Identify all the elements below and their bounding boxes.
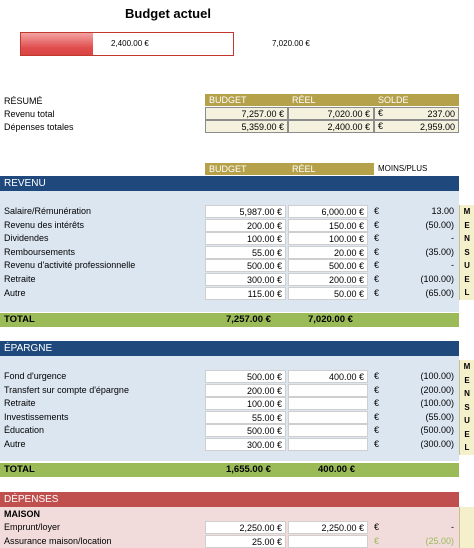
- summary-header-solde: SOLDE: [374, 94, 459, 106]
- diff-value: (25.00): [425, 536, 454, 546]
- summary-euro: €: [378, 108, 384, 118]
- budget-input-cell[interactable]: 500.00 €: [205, 259, 286, 272]
- diff-value: (50.00): [425, 219, 454, 230]
- summary-reel-cell[interactable]: 2,400.00 €: [288, 120, 374, 133]
- budget-input-cell[interactable]: 200.00 €: [205, 384, 286, 397]
- side-letter: L: [464, 288, 470, 297]
- reel-input-cell[interactable]: 20.00 €: [288, 246, 368, 259]
- diff-value: (35.00): [425, 246, 454, 257]
- reel-input-cell[interactable]: 400.00 €: [288, 370, 368, 383]
- diff-value: -: [451, 233, 454, 244]
- diff-value: -: [451, 522, 454, 532]
- row-label: Dividendes: [4, 233, 49, 244]
- diff-value: -: [451, 260, 454, 271]
- revenu-total-row: [0, 313, 459, 327]
- summary-header: [205, 94, 459, 106]
- budget-input-cell[interactable]: 55.00 €: [205, 246, 286, 259]
- row-label: Éducation: [4, 425, 45, 436]
- col-header-budget: BUDGET: [205, 163, 288, 175]
- total-label: TOTAL: [4, 314, 35, 325]
- row-label: Retraite: [4, 398, 36, 409]
- section-epargne-header: ÉPARGNE: [0, 341, 459, 356]
- diff-value: (100.00): [420, 274, 454, 284]
- side-letter: E: [464, 274, 470, 284]
- euro-sign: €: [374, 439, 380, 449]
- epargne-total-budget: 1,655.00 €: [226, 464, 271, 475]
- side-letter: E: [464, 220, 470, 230]
- reel-input-cell[interactable]: 6,000.00 €: [288, 205, 368, 218]
- euro-sign: €: [374, 522, 380, 532]
- euro-sign: €: [374, 384, 380, 395]
- reel-input-cell[interactable]: [288, 535, 368, 548]
- euro-sign: €: [374, 219, 380, 230]
- progress-max: 7,020.00 €: [272, 39, 310, 48]
- reel-input-cell[interactable]: 2,250.00 €: [288, 521, 368, 534]
- revenu-total-budget: 7,257.00 €: [226, 314, 271, 325]
- side-letter: S: [464, 247, 470, 257]
- reel-input-cell[interactable]: 200.00 €: [288, 273, 368, 286]
- depenses-subtitle: MAISON: [4, 509, 40, 519]
- row-label: Transfert sur compte d'épargne: [4, 384, 129, 395]
- row-label: Assurance maison/location: [4, 536, 112, 546]
- reel-input-cell[interactable]: [288, 397, 368, 410]
- euro-sign: €: [374, 246, 380, 257]
- summary-reel-cell[interactable]: 7,020.00 €: [288, 107, 374, 120]
- euro-sign: €: [374, 260, 380, 271]
- budget-input-cell[interactable]: 115.00 €: [205, 287, 286, 300]
- reel-input-cell[interactable]: 100.00 €: [288, 232, 368, 245]
- euro-sign: €: [374, 371, 380, 381]
- section-depenses-header: DÉPENSES: [0, 492, 459, 507]
- total-label: TOTAL: [4, 464, 35, 475]
- budget-progress-fill: [21, 33, 93, 55]
- side-letter: U: [464, 261, 470, 270]
- epargne-total-reel: 400.00 €: [318, 464, 355, 475]
- row-label: Salaire/Rémunération: [4, 206, 92, 216]
- row-label: Investissements: [4, 411, 69, 422]
- side-letter: N: [464, 234, 470, 243]
- summary-row-label: Revenu total: [4, 109, 55, 119]
- budget-input-cell[interactable]: 200.00 €: [205, 219, 286, 232]
- summary-label: RÉSUMÉ: [4, 96, 43, 106]
- row-label: Remboursements: [4, 246, 76, 257]
- summary-row-label: Dépenses totales: [4, 122, 74, 132]
- reel-input-cell[interactable]: [288, 411, 368, 424]
- reel-input-cell[interactable]: [288, 384, 368, 397]
- side-letter: U: [464, 416, 470, 425]
- col-header-reel: RÉEL: [288, 163, 374, 175]
- budget-input-cell[interactable]: 300.00 €: [205, 438, 286, 451]
- side-letter: N: [464, 389, 470, 398]
- summary-header-reel: RÉEL: [288, 94, 374, 106]
- euro-sign: €: [374, 411, 380, 422]
- budget-input-cell[interactable]: 5,987.00 €: [205, 205, 286, 218]
- side-letter: S: [464, 402, 470, 412]
- budget-input-cell[interactable]: 500.00 €: [205, 424, 286, 437]
- euro-sign: €: [374, 287, 380, 298]
- euro-sign: €: [374, 233, 380, 244]
- reel-input-cell[interactable]: 50.00 €: [288, 287, 368, 300]
- summary-solde-cell[interactable]: 237.00: [374, 107, 459, 120]
- budget-input-cell[interactable]: 500.00 €: [205, 370, 286, 383]
- summary-budget-cell[interactable]: 5,359.00 €: [205, 120, 288, 133]
- euro-sign: €: [374, 425, 380, 436]
- progress-current: 2,400.00 €: [111, 39, 149, 48]
- euro-sign: €: [374, 398, 380, 409]
- row-label: Fond d'urgence: [4, 371, 67, 381]
- side-letter: E: [464, 429, 470, 439]
- section-revenu-header: REVENU: [0, 176, 459, 191]
- diff-value: (500.00): [420, 425, 454, 436]
- budget-input-cell[interactable]: 55.00 €: [205, 411, 286, 424]
- side-label-mensuel: [459, 507, 474, 548]
- summary-euro: €: [378, 121, 384, 131]
- side-letter: M: [463, 362, 471, 371]
- reel-input-cell[interactable]: 500.00 €: [288, 259, 368, 272]
- diff-value: (200.00): [420, 384, 454, 395]
- side-label-mensuel: [459, 360, 474, 455]
- budget-input-cell[interactable]: 100.00 €: [205, 397, 286, 410]
- revenu-total-reel: 7,020.00 €: [308, 314, 353, 325]
- diff-value: (100.00): [420, 371, 454, 381]
- budget-progress-bar: [20, 32, 234, 56]
- epargne-total-row: [0, 463, 459, 477]
- budget-input-cell[interactable]: 300.00 €: [205, 273, 286, 286]
- summary-solde-cell[interactable]: 2,959.00: [374, 120, 459, 133]
- reel-input-cell[interactable]: [288, 424, 368, 437]
- row-label: Autre: [4, 439, 26, 449]
- euro-sign: €: [374, 206, 380, 216]
- budget-input-cell[interactable]: 100.00 €: [205, 232, 286, 245]
- side-letter: L: [464, 443, 470, 452]
- diff-value: (300.00): [420, 439, 454, 449]
- reel-input-cell[interactable]: 150.00 €: [288, 219, 368, 232]
- row-label: Emprunt/loyer: [4, 522, 61, 532]
- diff-value: (55.00): [425, 411, 454, 422]
- euro-sign: €: [374, 274, 380, 284]
- diff-value: (100.00): [420, 398, 454, 409]
- summary-budget-cell[interactable]: 7,257.00 €: [205, 107, 288, 120]
- budget-input-cell[interactable]: 25.00 €: [205, 535, 286, 548]
- euro-sign: €: [374, 536, 380, 546]
- row-label: Retraite: [4, 274, 36, 284]
- diff-value: 13.00: [431, 206, 454, 216]
- side-label-mensuel: [459, 205, 474, 300]
- budget-input-cell[interactable]: 2,250.00 €: [205, 521, 286, 534]
- side-letter: M: [463, 207, 471, 216]
- col-header-diff: MOINS/PLUS: [378, 164, 428, 173]
- summary-header-budget: BUDGET: [205, 94, 288, 106]
- row-label: Autre: [4, 287, 26, 298]
- row-label: Revenu des intérêts: [4, 219, 85, 230]
- reel-input-cell[interactable]: [288, 438, 368, 451]
- row-label: Revenu d'activité professionnelle: [4, 260, 136, 271]
- diff-value: (65.00): [425, 287, 454, 298]
- side-letter: E: [464, 375, 470, 385]
- page-title: Budget actuel: [125, 6, 211, 21]
